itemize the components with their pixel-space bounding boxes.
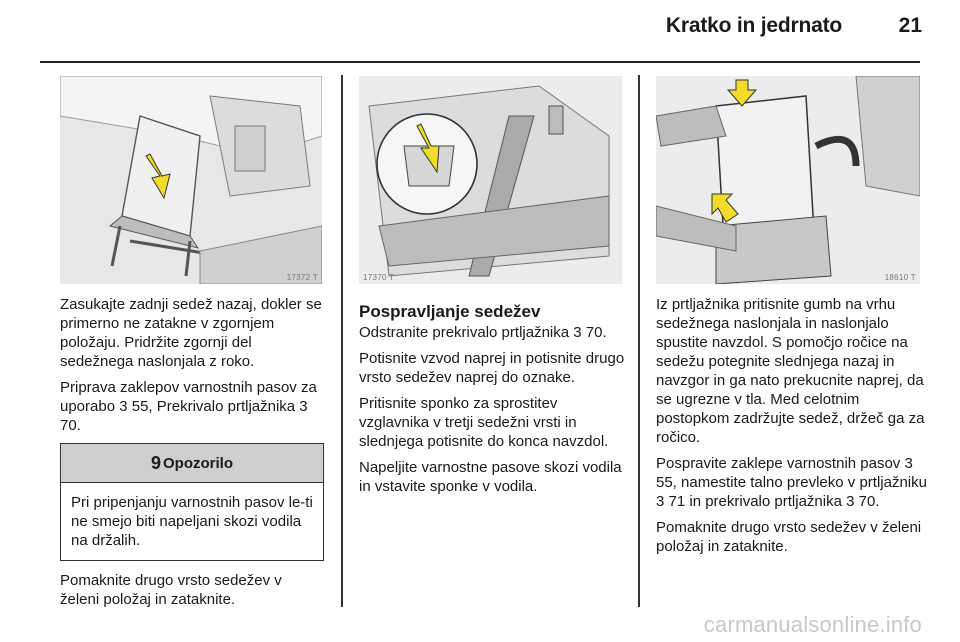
figure-seat-fold bbox=[656, 76, 920, 284]
seatbelt-buckle-illustration-icon bbox=[359, 76, 622, 284]
paragraph: Pospravite zaklepe varnostnih pasov 3 55, namestite talno prevleko v prtljažniku 3 71 in prekrivalo prtljažnika 3 70. bbox=[656, 455, 927, 510]
figure-code: 18610 T bbox=[884, 273, 916, 282]
column-divider bbox=[638, 75, 640, 607]
warning-icon: 9 bbox=[150, 453, 161, 473]
paragraph: Odstranite prekrivalo prtljažnika 3 70. bbox=[359, 324, 607, 341]
seat-backrest-illustration-icon bbox=[60, 76, 322, 284]
paragraph: Pritisnite sponko za sprostitev vzglavnika v tretji sedežni vrsti in slednjega potisnite do konca navzdol. bbox=[359, 395, 609, 450]
paragraph: Pomaknite drugo vrsto sedežev v želeni položaj in zataknite. bbox=[60, 572, 282, 608]
warning-text: Pri pripenjanju varnostnih pasov le-ti ne smejo biti napeljani skozi vodila na držalih. bbox=[71, 494, 313, 549]
page-title: Kratko in jedrnato bbox=[665, 14, 842, 37]
section-heading: Pospravljanje sedežev bbox=[359, 302, 541, 321]
paragraph: Zasukajte zadnji sedež nazaj, dokler se primerno ne zatakne v zgornjem položaju. Pridržite zgornji del sedežnega naslonjala z roko. bbox=[60, 296, 322, 370]
paragraph: Potisnite vzvod naprej in potisnite drugo vrsto sedežev naprej do oznake. bbox=[359, 350, 625, 386]
paragraph: Priprava zaklepov varnostnih pasov za uporabo 3 55, Prekrivalo prtljažnika 3 70. bbox=[60, 379, 317, 434]
column-2 bbox=[359, 302, 627, 503]
seat-fold-illustration-icon bbox=[656, 76, 920, 284]
page-number: 21 bbox=[898, 14, 922, 37]
warning-box bbox=[60, 443, 324, 561]
watermark: carmanualsonline.info bbox=[703, 612, 922, 637]
figure-code: 17372 T bbox=[286, 273, 318, 282]
column-1 bbox=[60, 295, 324, 616]
paragraph: Pomaknite drugo vrsto sedežev v želeni položaj in zataknite. bbox=[656, 519, 922, 555]
paragraph: Iz prtljažnika pritisnite gumb na vrhu sedežnega naslonjala in naslonjalo spustite navzdol. S pomočjo ročice na sedežu potegnite slednjega nazaj in navzgor in ga nato prekucnite naprej, da se ugrezne v tla. Med celotnim postopkom zadržujte sedež, držeč ga za ročico. bbox=[656, 296, 925, 446]
figure-seatbelt bbox=[359, 76, 622, 284]
column-3 bbox=[656, 295, 928, 563]
header-rule bbox=[40, 61, 920, 63]
column-divider bbox=[341, 75, 343, 607]
warning-header bbox=[61, 444, 323, 483]
figure-code: 17370 T bbox=[363, 273, 395, 282]
warning-title: Opozorilo bbox=[163, 455, 233, 472]
figure-seat-backrest bbox=[60, 76, 322, 284]
paragraph: Napeljite varnostne pasove skozi vodila in vstavite sponke v vodila. bbox=[359, 459, 622, 495]
